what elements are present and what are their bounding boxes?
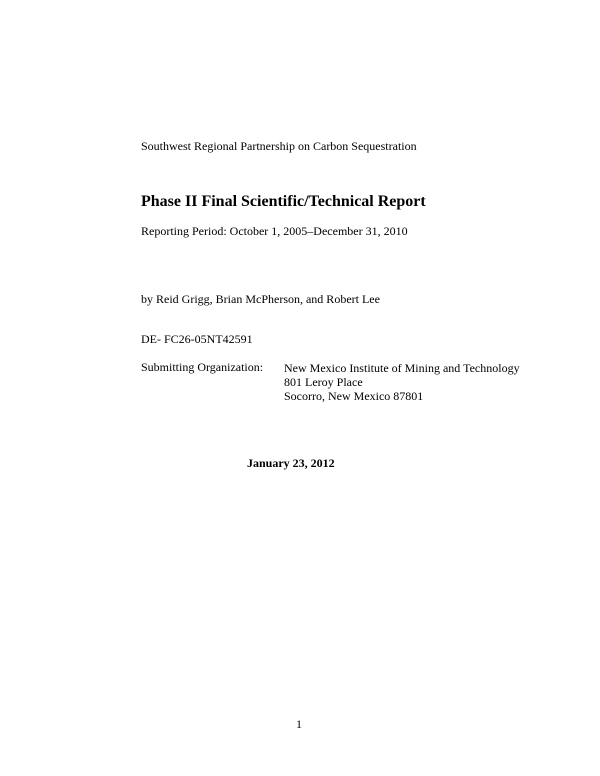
partnership-name: Southwest Regional Partnership on Carbon Sequestration (141, 139, 417, 153)
page-number: 1 (296, 717, 302, 731)
submitting-org-block (284, 361, 520, 403)
org-address-line1: 801 Leroy Place (284, 375, 363, 389)
org-address-line2: Socorro, New Mexico 87801 (284, 389, 424, 403)
org-name: New Mexico Institute of Mining and Technology (284, 361, 520, 375)
submitting-org-label: Submitting Organization: (141, 360, 264, 374)
report-title: Phase II Final Scientific/Technical Report (141, 193, 426, 210)
report-date: January 23, 2012 (247, 456, 335, 470)
reporting-period: Reporting Period: October 1, 2005–December 31, 2010 (141, 224, 408, 238)
authors: by Reid Grigg, Brian McPherson, and Robert Lee (141, 292, 380, 306)
contract-number: DE- FC26-05NT42591 (141, 332, 253, 346)
